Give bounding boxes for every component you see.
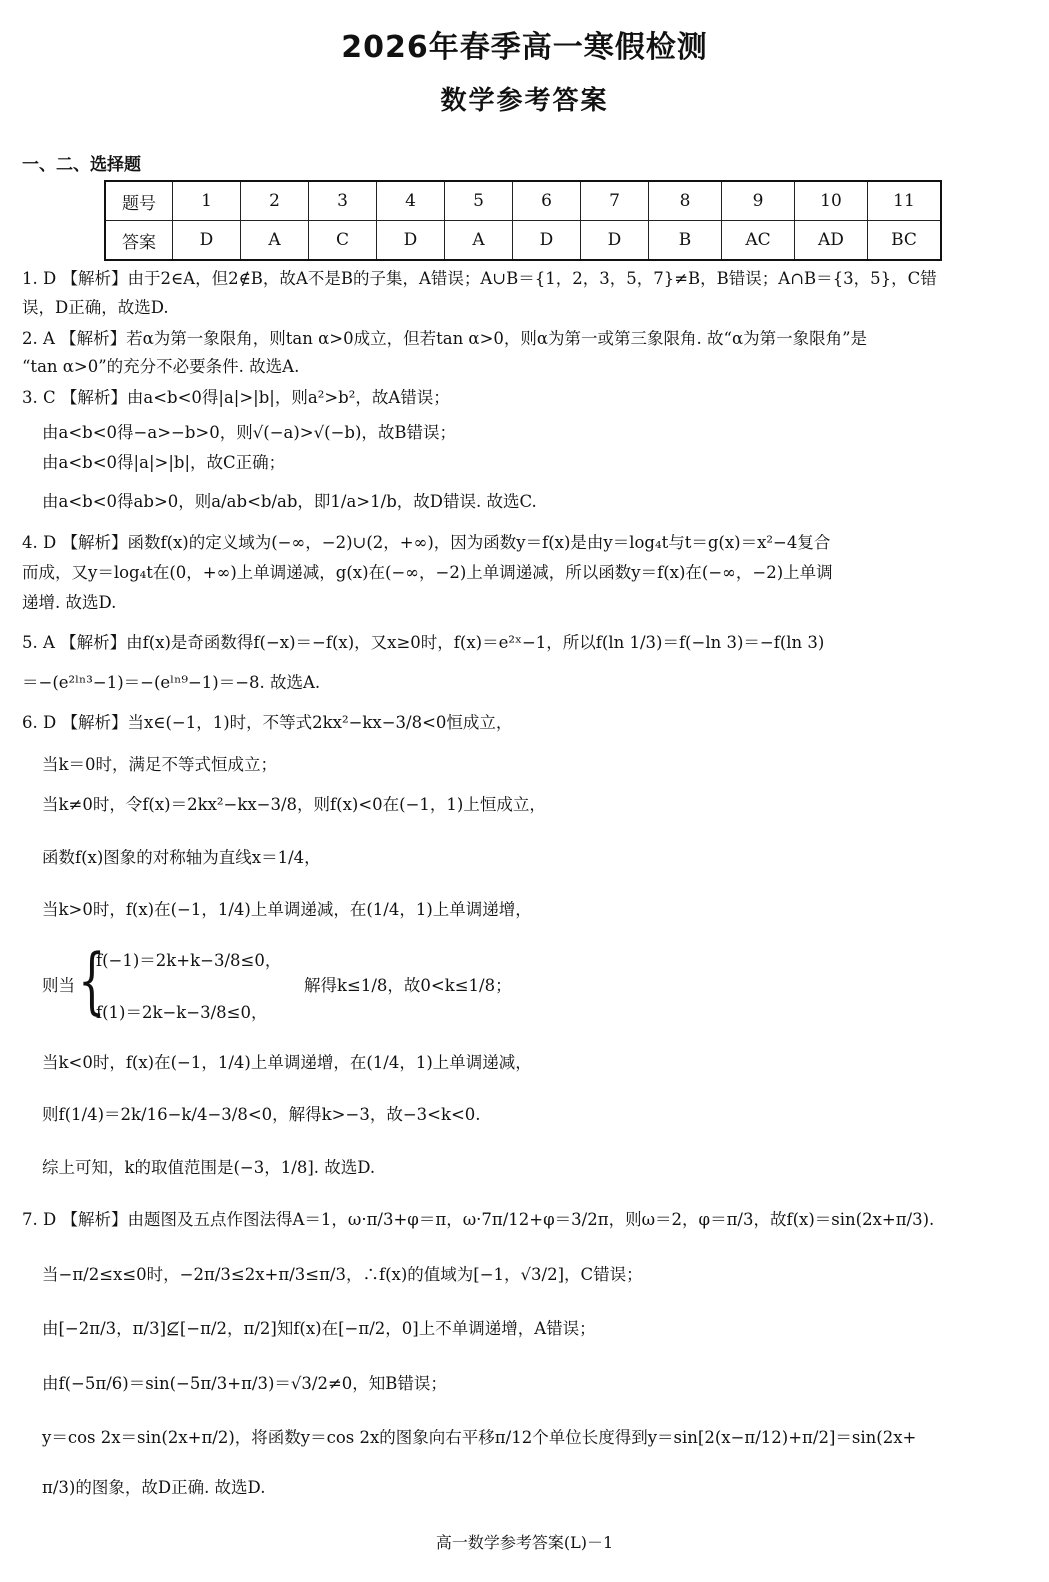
q3-line3: 由a<b<0得|a|>|b|，故C正确； xyxy=(42,453,286,472)
q4-line3: 递增. 故选D. xyxy=(22,593,117,612)
table-cell: 11 xyxy=(868,181,942,221)
page-footer: 高一数学参考答案(L)－1 xyxy=(435,1533,614,1552)
table-row-answers xyxy=(105,221,941,261)
table-cell: D xyxy=(581,221,649,261)
table-cell: 2 xyxy=(241,181,309,221)
table-cell: 6 xyxy=(513,181,581,221)
q7-line1: 7. D 【解析】由题图及五点作图法得A＝1，ω·π/3+φ＝π，ω·7π/12+φ＝3/2π，则ω＝2，φ＝π/3，故f(x)＝sin(2x+π/3). xyxy=(22,1210,935,1229)
q2-line1: 2. A 【解析】若α为第一象限角，则tan α>0成立，但若tan α>0，则α为第一或第三象限角. 故“α为第一象限角”是 xyxy=(22,329,868,348)
q2-line2: “tan α>0”的充分不必要条件. 故选A. xyxy=(22,357,300,376)
q6-line8: 综上可知，k的取值范围是(−3，1/8]. 故选D. xyxy=(42,1158,376,1177)
q6-line3: 当k≠0时，令f(x)＝2kx²−kx−3/8，则f(x)<0在(−1，1)上恒成立， xyxy=(42,795,546,814)
table-cell: 9 xyxy=(722,181,795,221)
answer-table xyxy=(104,180,942,261)
q7-line2: 当−π/2≤x≤0时，−2π/3≤2x+π/3≤π/3，∴f(x)的值域为[−1，√3/2]，C错误； xyxy=(42,1265,643,1284)
table-cell: A xyxy=(241,221,309,261)
q5-line2: ＝−(e²ˡⁿ³−1)＝−(eˡⁿ⁹−1)＝−8. 故选A. xyxy=(22,673,321,692)
q3-line1: 3. C 【解析】由a<b<0得|a|>|b|，则a²>b²，故A错误； xyxy=(22,388,450,407)
table-cell: BC xyxy=(868,221,942,261)
section-heading: 一、二、选择题 xyxy=(22,155,141,175)
q1-line2: 误，D正确，故选D. xyxy=(22,298,169,317)
q5-line1: 5. A 【解析】由f(x)是奇函数得f(−x)＝−f(x)，又x≥0时，f(x)＝e²ˣ−1，所以f(ln 1/3)＝f(−ln 3)＝−f(ln 3) xyxy=(22,633,825,652)
q6-case-2: f(1)＝2k−k−3/8≤0， xyxy=(96,1003,268,1022)
page-title: 2026年春季高一寒假检测 xyxy=(341,30,708,65)
table-cell: 4 xyxy=(377,181,445,221)
table-cell: D xyxy=(513,221,581,261)
table-cell: AD xyxy=(795,221,868,261)
q1-line1: 1. D 【解析】由于2∈A，但2∉B，故A不是B的子集，A错误；A∪B＝{1，2，3，5，7}≠B，B错误；A∩B＝{3，5}，C错 xyxy=(22,269,937,288)
q4-line1: 4. D 【解析】函数f(x)的定义域为(−∞，−2)∪(2，+∞)，因为函数y＝f(x)是由y＝log₄t与t＝g(x)＝x²−4复合 xyxy=(22,533,831,552)
table-cell: 7 xyxy=(581,181,649,221)
table-cell: A xyxy=(445,221,513,261)
table-cell: 10 xyxy=(795,181,868,221)
table-row-numbers xyxy=(105,181,941,221)
q3-line4: 由a<b<0得ab>0，则a/ab<b/ab，即1/a>1/b，故D错误. 故选C. xyxy=(42,492,537,511)
q4-line2: 而成，又y＝log₄t在(0，+∞)上单调递减，g(x)在(−∞，−2)上单调递减，所以函数y＝f(x)在(−∞，−2)上单调 xyxy=(22,563,833,582)
q6-line5: 当k>0时，f(x)在(−1，1/4)上单调递减，在(1/4，1)上单调递增， xyxy=(42,900,532,919)
q6-solve: 解得k≤1/8，故0<k≤1/8； xyxy=(304,976,512,995)
page-subtitle: 数学参考答案 xyxy=(440,86,609,116)
q6-line6: 当k<0时，f(x)在(−1，1/4)上单调递增，在(1/4，1)上单调递减， xyxy=(42,1053,532,1072)
q3-line2: 由a<b<0得−a>−b>0，则√(−a)>√(−b)，故B错误； xyxy=(42,423,457,442)
q6-line7: 则f(1/4)＝2k/16−k/4−3/8<0，解得k>−3，故−3<k<0. xyxy=(42,1105,481,1124)
table-cell: D xyxy=(377,221,445,261)
table-cell: AC xyxy=(722,221,795,261)
table-cell: 1 xyxy=(173,181,241,221)
q6-line2: 当k＝0时，满足不等式恒成立； xyxy=(42,755,277,774)
table-cell: 5 xyxy=(445,181,513,221)
q7-line5: y＝cos 2x＝sin(2x+π/2)，将函数y＝cos 2x的图象向右平移π/12个单位长度得到y＝sin[2(x−π/12)+π/2]＝sin(2x+ xyxy=(42,1428,917,1447)
table-cell: B xyxy=(649,221,722,261)
table-cell: D xyxy=(173,221,241,261)
table-header-cell: 题号 xyxy=(105,181,173,221)
q6-line4: 函数f(x)图象的对称轴为直线x＝1/4， xyxy=(42,848,321,867)
table-cell: 8 xyxy=(649,181,722,221)
q7-line3: 由[−2π/3，π/3]⊈[−π/2，π/2]知f(x)在[−π/2，0]上不单调递增，A错误； xyxy=(42,1319,596,1338)
q7-line4: 由f(−5π/6)＝sin(−5π/3+π/3)＝√3/2≠0，知B错误； xyxy=(42,1374,447,1393)
q6-case-1: f(−1)＝2k+k−3/8≤0， xyxy=(96,951,282,970)
q6-then-when: 则当 xyxy=(42,976,75,995)
q6-line1: 6. D 【解析】当x∈(−1，1)时，不等式2kx²−kx−3/8<0恒成立， xyxy=(22,713,513,732)
table-header-cell: 答案 xyxy=(105,221,173,261)
q7-line6: π/3)的图象，故D正确. 故选D. xyxy=(42,1478,266,1497)
table-cell: C xyxy=(309,221,377,261)
case-brace: { xyxy=(78,938,106,1022)
table-cell: 3 xyxy=(309,181,377,221)
